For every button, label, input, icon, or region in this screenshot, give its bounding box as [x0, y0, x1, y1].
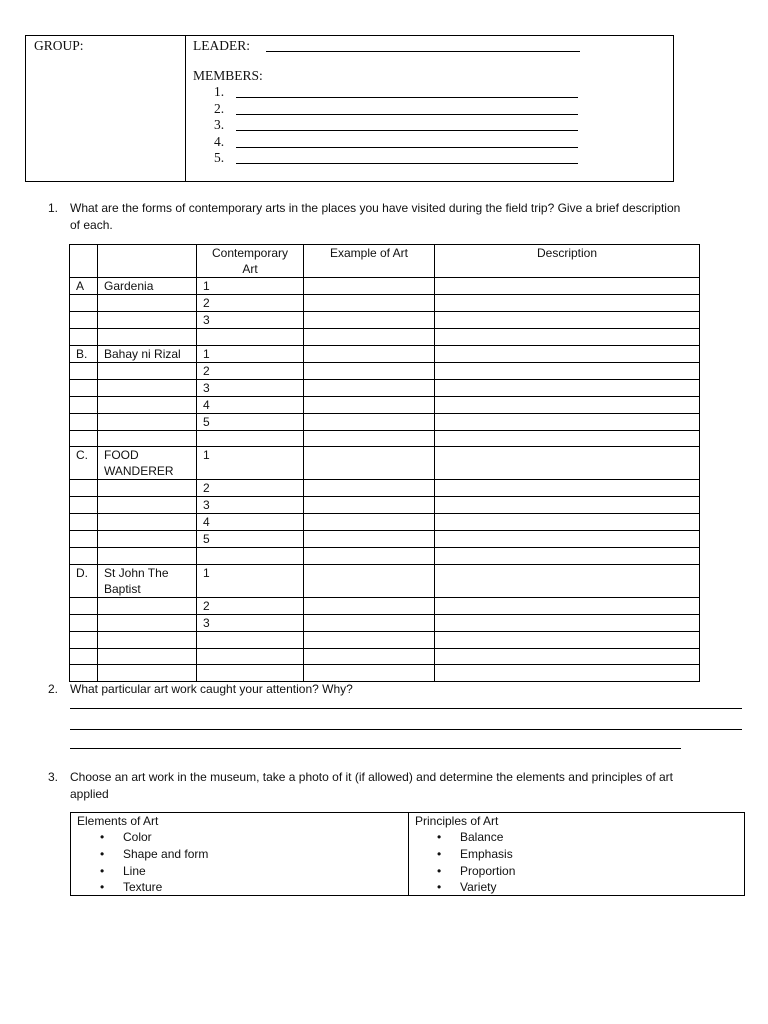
row-number-text: 3 [203, 498, 210, 513]
row-example-cell[interactable] [304, 447, 435, 480]
row-letter [70, 295, 98, 312]
table-row [70, 396, 700, 413]
member-blank[interactable] [236, 130, 578, 131]
row-place [98, 329, 197, 346]
row-place-text: Bahay ni Rizal [104, 346, 181, 361]
row-place [98, 497, 197, 514]
member-number: 4. [214, 134, 225, 149]
row-description-cell[interactable] [435, 430, 700, 447]
row-place [98, 665, 197, 682]
answer-line[interactable] [70, 708, 742, 709]
row-place-text: Baptist [104, 582, 141, 597]
row-description-cell[interactable] [435, 565, 700, 598]
row-number [197, 430, 304, 447]
contemporary-arts-table [69, 244, 700, 682]
row-number [197, 548, 304, 565]
row-example-cell[interactable] [304, 565, 435, 598]
member-number: 5. [214, 150, 225, 165]
row-number [197, 632, 304, 649]
row-number [197, 396, 304, 413]
table-row [70, 648, 700, 665]
row-number [197, 329, 304, 346]
bullet-icon: • [100, 864, 105, 878]
element-item: Shape and form [123, 847, 209, 861]
row-description-cell[interactable] [435, 548, 700, 565]
row-letter-text: B. [76, 346, 88, 361]
row-description-cell[interactable] [435, 312, 700, 329]
row-place [98, 379, 197, 396]
group-column [26, 36, 186, 181]
row-number-text: 4 [203, 515, 210, 530]
header-description: Description [435, 245, 700, 278]
row-place [98, 312, 197, 329]
row-letter [70, 396, 98, 413]
row-number-text: 5 [203, 414, 210, 429]
row-letter [70, 497, 98, 514]
row-number [197, 514, 304, 531]
row-number [197, 531, 304, 548]
table-row [70, 565, 700, 598]
question-3-text [70, 769, 740, 803]
member-blank[interactable] [236, 97, 578, 98]
row-number-text: 2 [203, 363, 210, 378]
row-description-cell[interactable] [435, 514, 700, 531]
row-description-cell[interactable] [435, 295, 700, 312]
row-number-text: 1 [203, 448, 210, 463]
row-example-cell[interactable] [304, 548, 435, 565]
row-number [197, 665, 304, 682]
row-number-text: 2 [203, 481, 210, 496]
row-place [98, 632, 197, 649]
row-number-text: 1 [203, 279, 210, 293]
row-letter [70, 565, 98, 598]
row-place [98, 345, 197, 362]
table-header-row [70, 245, 700, 278]
row-example-cell[interactable] [304, 514, 435, 531]
row-letter [70, 632, 98, 649]
row-example-cell[interactable] [304, 312, 435, 329]
member-number: 2. [214, 101, 225, 116]
row-example-cell[interactable] [304, 430, 435, 447]
table-row [70, 345, 700, 362]
row-place [98, 278, 197, 295]
row-example-cell[interactable] [304, 379, 435, 396]
row-letter [70, 312, 98, 329]
table-row [70, 531, 700, 548]
row-place [98, 514, 197, 531]
row-place-text: WANDERER [104, 464, 174, 479]
row-example-cell[interactable] [304, 295, 435, 312]
row-letter [70, 329, 98, 346]
question-3-number: 3. [48, 770, 59, 784]
row-example-cell[interactable] [304, 648, 435, 665]
row-place-text: FOOD [104, 448, 139, 463]
row-number [197, 598, 304, 615]
answer-line[interactable] [70, 729, 742, 730]
row-example-cell[interactable] [304, 413, 435, 430]
table-row [70, 480, 700, 497]
bullet-icon: • [437, 880, 442, 894]
row-description-cell[interactable] [435, 665, 700, 682]
row-example-cell[interactable] [304, 497, 435, 514]
member-blank[interactable] [236, 147, 578, 148]
question-2-text: What particular art work caught your attention? Why? [70, 682, 353, 696]
row-description-cell[interactable] [435, 480, 700, 497]
row-letter [70, 480, 98, 497]
bullet-icon: • [437, 864, 442, 878]
row-example-cell[interactable] [304, 362, 435, 379]
question-1-line-1: What are the forms of contemporary arts in the places you have visited during the field trip? Give a brief description [70, 201, 681, 215]
table-row [70, 598, 700, 615]
row-example-cell[interactable] [304, 531, 435, 548]
element-item: Texture [123, 880, 163, 894]
row-number [197, 312, 304, 329]
members-label: MEMBERS: [193, 68, 263, 83]
group-label: GROUP: [34, 38, 84, 53]
group-info-box [25, 35, 674, 182]
row-number [197, 615, 304, 632]
row-place [98, 430, 197, 447]
elements-principles-box [70, 812, 745, 896]
principle-item: Proportion [460, 864, 516, 878]
row-place [98, 598, 197, 615]
row-example-cell[interactable] [304, 615, 435, 632]
table-row [70, 362, 700, 379]
row-place-text: St John The [104, 566, 169, 581]
table-row [70, 632, 700, 649]
row-number [197, 648, 304, 665]
row-example-cell[interactable] [304, 345, 435, 362]
row-number [197, 278, 304, 295]
row-number-text: 3 [203, 313, 210, 327]
bullet-icon: • [437, 830, 442, 844]
question-1-text [70, 200, 740, 234]
table-row [70, 430, 700, 447]
principle-item: Balance [460, 830, 504, 844]
row-letter [70, 447, 98, 480]
header-cell-letter [70, 245, 98, 278]
row-description-cell[interactable] [435, 648, 700, 665]
question-2-number: 2. [48, 682, 59, 696]
header-cell-place [98, 245, 197, 278]
row-number [197, 345, 304, 362]
row-description-cell[interactable] [435, 345, 700, 362]
row-description-cell[interactable] [435, 329, 700, 346]
question-3-line-2: applied [70, 787, 109, 801]
row-number [197, 480, 304, 497]
row-number [197, 497, 304, 514]
row-description-cell[interactable] [435, 379, 700, 396]
question-1-number: 1. [48, 201, 59, 215]
table-row [70, 295, 700, 312]
table-row [70, 329, 700, 346]
row-letter [70, 598, 98, 615]
header-example-of-art: Example of Art [304, 245, 435, 278]
row-place [98, 295, 197, 312]
row-letter [70, 278, 98, 295]
row-example-cell[interactable] [304, 329, 435, 346]
row-letter [70, 345, 98, 362]
row-letter-text: C. [76, 448, 88, 463]
row-description-cell[interactable] [435, 396, 700, 413]
row-description-cell[interactable] [435, 278, 700, 295]
table-row [70, 413, 700, 430]
table-row [70, 514, 700, 531]
row-description-cell[interactable] [435, 413, 700, 430]
row-place [98, 615, 197, 632]
row-number-text: 2 [203, 599, 210, 614]
row-letter-text: A [76, 279, 85, 293]
row-letter [70, 615, 98, 632]
row-number [197, 413, 304, 430]
row-number-text: 1 [203, 566, 210, 581]
row-number [197, 379, 304, 396]
row-description-cell[interactable] [435, 615, 700, 632]
row-example-cell[interactable] [304, 632, 435, 649]
row-number-text: 5 [203, 532, 210, 547]
row-letter [70, 413, 98, 430]
table-row [70, 615, 700, 632]
row-example-cell[interactable] [304, 278, 435, 295]
bullet-icon: • [100, 847, 105, 861]
row-letter [70, 548, 98, 565]
table-body [70, 278, 700, 682]
elements-title: Elements of Art [77, 814, 159, 828]
bullet-icon: • [437, 847, 442, 861]
row-example-cell[interactable] [304, 665, 435, 682]
row-example-cell[interactable] [304, 480, 435, 497]
principles-title: Principles of Art [415, 814, 499, 828]
row-number [197, 362, 304, 379]
row-number [197, 565, 304, 598]
table-row [70, 497, 700, 514]
table-row [70, 548, 700, 565]
row-letter [70, 379, 98, 396]
row-description-cell[interactable] [435, 497, 700, 514]
row-place [98, 480, 197, 497]
member-number: 1. [214, 84, 225, 99]
row-place [98, 648, 197, 665]
row-letter [70, 648, 98, 665]
row-number [197, 295, 304, 312]
row-example-cell[interactable] [304, 598, 435, 615]
row-letter [70, 514, 98, 531]
header-contemporary-line-2: Art [242, 262, 258, 276]
table-row [70, 312, 700, 329]
member-number: 3. [214, 117, 225, 132]
row-place [98, 531, 197, 548]
leader-blank[interactable] [266, 51, 580, 52]
element-item: Color [123, 830, 152, 844]
row-place [98, 396, 197, 413]
row-example-cell[interactable] [304, 396, 435, 413]
question-1-line-2: of each. [70, 218, 113, 232]
row-number-text: 1 [203, 346, 210, 361]
row-place [98, 447, 197, 480]
bullet-icon: • [100, 880, 105, 894]
leader-label: LEADER: [193, 38, 250, 53]
row-description-cell[interactable] [435, 362, 700, 379]
row-letter [70, 531, 98, 548]
principle-item: Emphasis [460, 847, 513, 861]
row-place [98, 548, 197, 565]
row-description-cell[interactable] [435, 531, 700, 548]
row-place [98, 565, 197, 598]
element-item: Line [123, 864, 146, 878]
table-row [70, 278, 700, 295]
row-number-text: 2 [203, 296, 210, 310]
table-row [70, 379, 700, 396]
row-number-text: 3 [203, 380, 210, 395]
header-contemporary-line-1: Contemporary [211, 246, 289, 260]
row-letter [70, 362, 98, 379]
table-row [70, 665, 700, 682]
answer-line[interactable] [70, 748, 681, 749]
header-contemporary-art [197, 245, 304, 278]
row-description-cell[interactable] [435, 598, 700, 615]
table-row [70, 447, 700, 480]
bullet-icon: • [100, 830, 105, 844]
row-letter-text: D. [76, 566, 88, 581]
row-description-cell[interactable] [435, 447, 700, 480]
row-place [98, 413, 197, 430]
question-3-line-1: Choose an art work in the museum, take a photo of it (if allowed) and determine the elements and principles of art [70, 770, 673, 784]
principle-item: Variety [460, 880, 497, 894]
member-blank[interactable] [236, 163, 578, 164]
row-place [98, 362, 197, 379]
row-number-text: 4 [203, 397, 210, 412]
member-blank[interactable] [236, 114, 578, 115]
row-place-text: Gardenia [104, 279, 154, 293]
row-description-cell[interactable] [435, 632, 700, 649]
row-letter [70, 665, 98, 682]
row-number [197, 447, 304, 480]
row-number-text: 3 [203, 616, 210, 631]
row-letter [70, 430, 98, 447]
